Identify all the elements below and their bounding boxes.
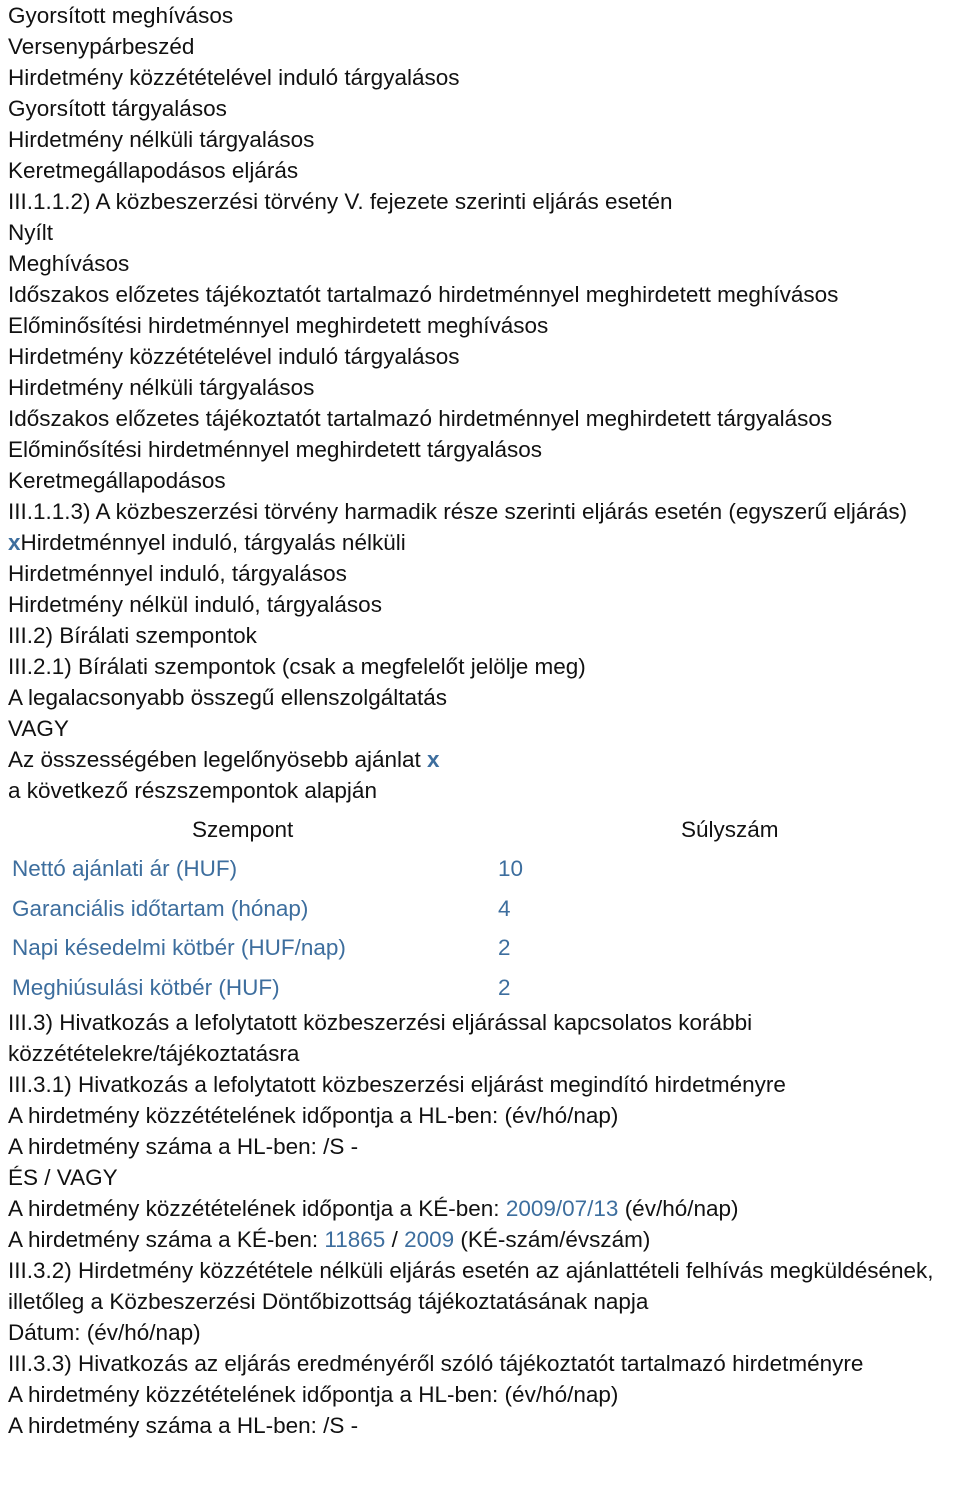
weight-cell: 4 (498, 895, 511, 921)
procedure-option: Előminősítési hirdetménnyel meghirdetett meghívásos (8, 313, 549, 338)
criterion-cell: Garanciális időtartam (hónap) (12, 895, 309, 921)
document-body (8, 0, 956, 1441)
procedure-option: Meghívásos (8, 251, 130, 276)
criterion-label: Az összességében legelőnyösebb ajánlat (8, 747, 428, 772)
section-heading-32: III.2) Bírálati szempontok (8, 623, 257, 648)
hl-notice-number: A hirdetmény száma a HL-ben: /S - (8, 1413, 359, 1438)
ke-year-value: 2009 (404, 1227, 455, 1252)
ke-date-label: A hirdetmény közzétételének időpontja a KÉ-ben: (8, 1196, 506, 1221)
procedure-option: Gyorsított meghívásos (8, 3, 234, 28)
ke-number-value: 11865 (324, 1227, 386, 1252)
section-heading-333: III.3.3) Hivatkozás az eljárás eredményéről szóló tájékoztatót tartalmazó hirdetményre (8, 1351, 864, 1376)
simple-procedure-option: Hirdetménnyel induló, tárgyalásos (8, 561, 347, 586)
criterion-lowest-price: A legalacsonyabb összegű ellenszolgáltatás (8, 685, 448, 710)
criterion-cell: Napi késedelmi kötbér (HUF/nap) (12, 935, 346, 960)
hl-publication-date: A hirdetmény közzétételének időpontja a HL-ben: (év/hó/nap) (8, 1382, 619, 1407)
table-row (8, 928, 956, 968)
procedure-option: Hirdetmény közzétételével induló tárgyalásos (8, 65, 460, 90)
section-heading-33: III.3) Hivatkozás a lefolytatott közbeszerzési eljárással kapcsolatos korábbi közzétételekre/tájékoztatásra (8, 1010, 753, 1066)
section-heading-3113: III.1.1.3) A közbeszerzési törvény harmadik része szerinti eljárás esetén (egyszerű eljárás) (8, 499, 908, 524)
simple-procedure-option-selected (8, 527, 956, 558)
option-label: Hirdetménnyel induló, tárgyalás nélküli (20, 530, 406, 555)
procedure-option: Nyílt (8, 220, 53, 245)
criterion-cell: Meghiúsulási kötbér (HUF) (12, 974, 280, 1000)
weight-cell: 2 (498, 935, 511, 960)
procedure-option: Előminősítési hirdetménnyel meghirdetett tárgyalásos (8, 437, 543, 462)
section-heading-331: III.3.1) Hivatkozás a lefolytatott közbeszerzési eljárást megindító hirdetményre (8, 1072, 786, 1097)
procedure-option: Időszakos előzetes tájékoztatót tartalmazó hirdetménnyel meghirdetett tárgyalásos (8, 406, 833, 431)
and-or-separator: ÉS / VAGY (8, 1165, 118, 1190)
criteria-table (8, 810, 956, 1007)
selected-mark: x (427, 747, 440, 772)
procedure-option: Hirdetmény közzétételével induló tárgyalásos (8, 344, 460, 369)
section-heading-321: III.2.1) Bírálati szempontok (csak a megfelelőt jelölje meg) (8, 654, 586, 679)
procedure-option: Hirdetmény nélküli tárgyalásos (8, 375, 315, 400)
procedure-option: Keretmegállapodásos (8, 468, 226, 493)
hl-publication-date: A hirdetmény közzétételének időpontja a HL-ben: (év/hó/nap) (8, 1103, 619, 1128)
or-separator: VAGY (8, 716, 69, 741)
weight-cell: 10 (498, 856, 524, 881)
ke-number-format: (KÉ-szám/évszám) (454, 1227, 651, 1252)
table-row (8, 889, 956, 929)
column-header-criterion: Szempont (192, 817, 294, 842)
section-heading-3112: III.1.1.2) A közbeszerzési törvény V. fejezete szerinti eljárás esetén (8, 189, 673, 214)
ke-notice-number (8, 1224, 956, 1255)
procedure-option: Versenypárbeszéd (8, 34, 195, 59)
ke-number-label: A hirdetmény száma a KÉ-ben: (8, 1227, 325, 1252)
ke-publication-date (8, 1193, 956, 1224)
sub-criteria-intro: a következő részszempontok alapján (8, 778, 377, 803)
ke-date-value: 2009/07/13 (505, 1196, 619, 1221)
ke-date-format: (év/hó/nap) (618, 1196, 739, 1221)
weight-cell: 2 (498, 974, 511, 1000)
simple-procedure-option: Hirdetmény nélkül induló, tárgyalásos (8, 592, 382, 617)
procedure-option: Hirdetmény nélküli tárgyalásos (8, 127, 315, 152)
criterion-best-value (8, 744, 956, 775)
procedure-option: Keretmegállapodásos eljárás (8, 158, 299, 183)
ke-number-separator: / (385, 1227, 405, 1252)
table-row (8, 968, 956, 1008)
column-header-weight: Súlyszám (681, 817, 779, 842)
section-heading-332: III.3.2) Hirdetmény közzététele nélküli eljárás esetén az ajánlattételi felhívás megküldésének, illetőleg a Közbeszerzési Döntőbizottság tájékoztatásának napja (8, 1258, 934, 1314)
procedure-option: Időszakos előzetes tájékoztatót tartalmazó hirdetménnyel meghirdetett meghívásos (8, 282, 839, 307)
criteria-table-header (8, 810, 956, 849)
criterion-cell: Nettó ajánlati ár (HUF) (12, 856, 238, 881)
date-line: Dátum: (év/hó/nap) (8, 1320, 201, 1345)
hl-notice-number: A hirdetmény száma a HL-ben: /S - (8, 1134, 359, 1159)
selected-mark: x (8, 530, 21, 555)
procedure-option: Gyorsított tárgyalásos (8, 96, 227, 121)
table-row (8, 849, 956, 889)
